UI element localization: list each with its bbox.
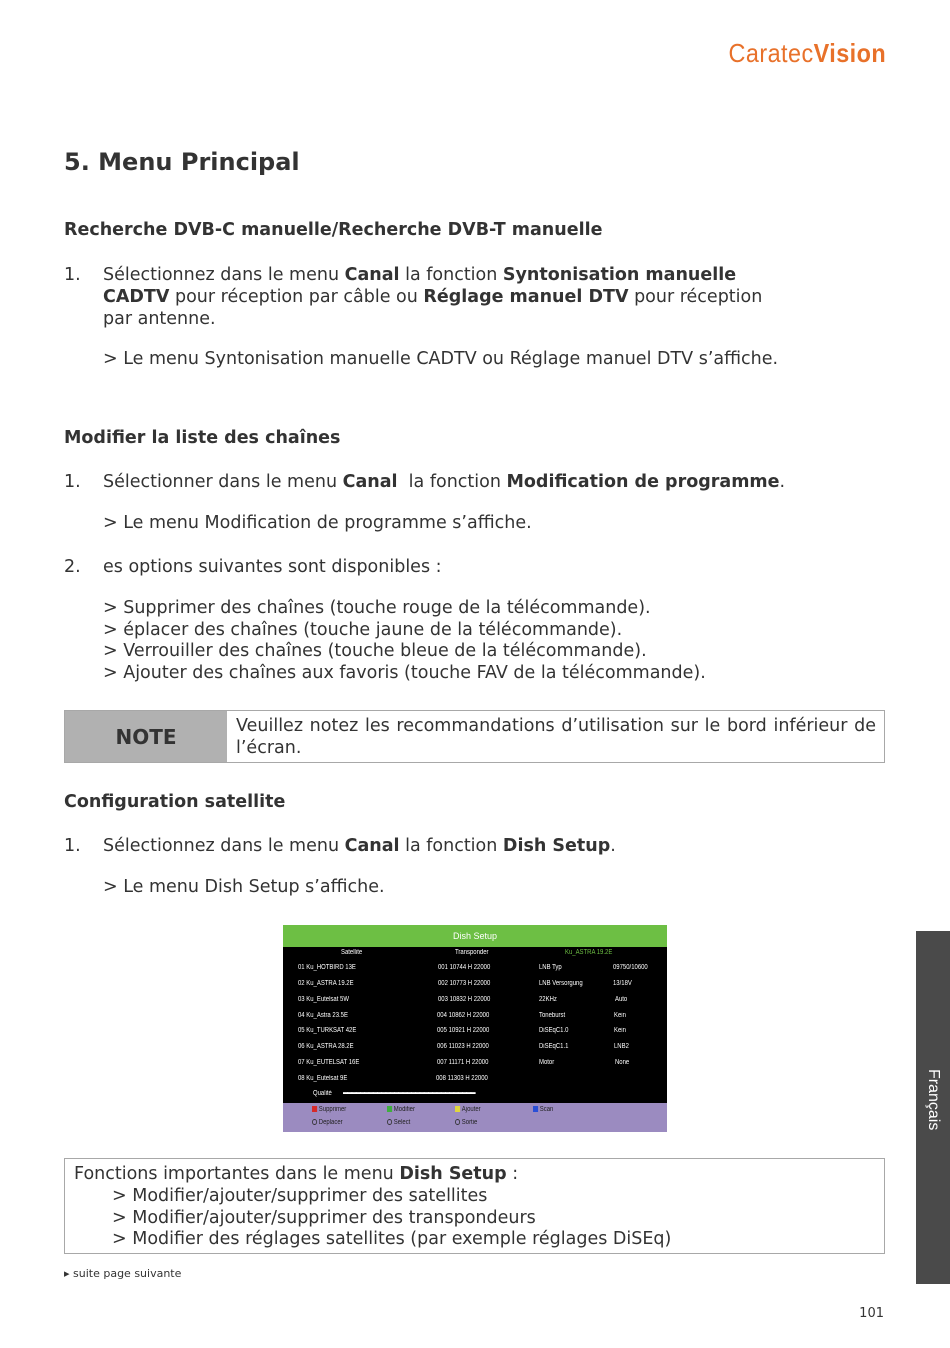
foot-scan [533, 1106, 553, 1113]
satellite-row: 06 Ku_ASTRA 28.2E [298, 1043, 354, 1050]
page-number: 101 [859, 1306, 884, 1321]
option-item: > éplacer des chaînes (touche jaune de la télécommande). [103, 620, 623, 640]
step-text [103, 471, 785, 493]
section-heading-dvb: Recherche DVB-C manuelle/Recherche DVB-T manuelle [64, 220, 603, 240]
text: la fonction [399, 836, 503, 856]
foot-move [312, 1119, 343, 1126]
text: la fonction [397, 472, 507, 492]
satellite-row: 05 Ku_TURKSAT 42E [298, 1027, 357, 1034]
note-label: NOTE [65, 711, 227, 762]
transponder-row: 008 11303 H 22000 [436, 1075, 488, 1082]
setting-value: Auto [615, 996, 628, 1003]
text: la fonction [399, 265, 503, 285]
continued-note: ▸ suite page suivante [64, 1267, 182, 1280]
foot-label: Modifier [393, 1106, 415, 1113]
function-item: > Modifier des réglages satellites (par exemple réglages DiSEq) [112, 1229, 672, 1249]
note-box [64, 710, 885, 763]
bold-text: Dish Setup [399, 1164, 507, 1184]
step-number: 2. [64, 557, 81, 577]
setting-value: None [615, 1059, 630, 1066]
tv-footer [283, 1103, 667, 1132]
language-tab [916, 931, 950, 1284]
transponder-row: 006 11023 H 22000 [437, 1043, 489, 1050]
text: . [779, 472, 786, 492]
step-result: > Le menu Modification de programme s’affiche. [103, 513, 532, 533]
setting-name: Motor [539, 1059, 555, 1066]
step-number: 1. [64, 265, 81, 285]
foot-label: Scan [539, 1106, 554, 1113]
arrows-icon [312, 1119, 317, 1125]
bold-text: Modification de programme [506, 472, 780, 492]
bold-text: Dish Setup [502, 836, 611, 856]
section-heading-satellite: Configuration satellite [64, 792, 286, 812]
option-item: > Verrouiller des chaînes (touche bleue de la télécommande). [103, 641, 647, 661]
foot-label: Select [393, 1119, 411, 1126]
exit-icon [455, 1119, 460, 1125]
selected-satellite: Ku_ASTRA 19.2E [565, 949, 613, 956]
transponder-row: 005 10921 H 22000 [437, 1027, 490, 1034]
transponder-row: 002 10773 H 22000 [438, 980, 491, 987]
setting-name: DiSEqC1.1 [539, 1043, 569, 1050]
step-text [103, 835, 616, 857]
function-item: > Modifier/ajouter/supprimer des transpondeurs [112, 1208, 536, 1228]
step-number: 1. [64, 472, 81, 492]
logo-part1: Caratec [728, 38, 814, 68]
page-title: 5. Menu Principal [64, 148, 300, 176]
text: Sélectionnez dans le menu [103, 836, 345, 856]
foot-select [387, 1119, 410, 1126]
dish-setup-screenshot [283, 925, 667, 1132]
note-text: Veuillez notez les recommandations d’utilisation sur le bord inférieur de l’écran. [236, 716, 876, 758]
bold-text: CADTV [103, 287, 170, 307]
blue-key-icon [533, 1106, 538, 1112]
foot-exit [455, 1119, 477, 1126]
text: : [506, 1164, 519, 1184]
logo-part2: Vision [813, 38, 886, 68]
col-satellite: Satellite [341, 949, 363, 956]
bold-text: Syntonisation manuelle [502, 265, 737, 285]
step-text-line1 [103, 264, 736, 286]
text: pour réception [628, 287, 763, 307]
quality-bar: ▬▬▬▬▬▬▬▬▬▬▬▬▬▬▬▬▬▬▬▬▬▬▬▬▬▬▬▬▬▬▬ [343, 1090, 475, 1096]
functions-intro [74, 1163, 518, 1185]
step-text-line2 [103, 286, 762, 308]
setting-value: 13/18V [613, 980, 632, 987]
setting-name: 22KHz [539, 996, 557, 1003]
bold-text: Réglage manuel DTV [423, 287, 629, 307]
language-label: Français [925, 1069, 942, 1131]
transponder-row: 001 10744 H 22000 [438, 964, 491, 971]
quality-label: Qualité [313, 1090, 332, 1097]
setting-name: DiSEqC1.0 [539, 1027, 569, 1034]
foot-edit [387, 1106, 415, 1113]
transponder-row: 003 10832 H 22000 [438, 996, 491, 1003]
setting-value: Kein [614, 1012, 626, 1019]
text: Sélectionner dans le menu [103, 472, 343, 492]
option-item: > Ajouter des chaînes aux favoris (touche FAV de la télécommande). [103, 663, 706, 683]
ok-icon [387, 1119, 392, 1125]
setting-name: LNB Versorgung [539, 980, 583, 987]
bold-text: Canal [344, 265, 400, 285]
satellite-row: 01 Ku_HOTBIRD 13E [298, 964, 356, 971]
step-number: 1. [64, 836, 81, 856]
foot-label: Sortie [461, 1119, 478, 1126]
foot-add [455, 1106, 481, 1113]
text: Fonctions importantes dans le menu [74, 1164, 400, 1184]
yellow-key-icon [455, 1106, 460, 1112]
transponder-row: 004 10862 H 22000 [437, 1012, 490, 1019]
step-result: > Le menu Syntonisation manuelle CADTV ou Réglage manuel DTV s’affiche. [103, 349, 779, 369]
col-transponder: Transponder [455, 949, 489, 956]
step-text-line3: par antenne. [103, 309, 216, 329]
bold-text: Canal [342, 472, 398, 492]
setting-value: Kein [614, 1027, 626, 1034]
satellite-row: 07 Ku_EUTELSAT 16E [298, 1059, 360, 1066]
setting-value: LNB2 [614, 1043, 629, 1050]
foot-delete [312, 1106, 346, 1113]
option-item: > Supprimer des chaînes (touche rouge de la télécommande). [103, 598, 651, 618]
setting-name: Toneburst [539, 1012, 566, 1019]
satellite-row: 04 Ku_Astra 23.5E [298, 1012, 348, 1019]
setting-value: 09750/10600 [613, 964, 648, 971]
section-heading-channel-list: Modifier la liste des chaînes [64, 428, 341, 448]
text: Sélectionnez dans le menu [103, 265, 345, 285]
setting-name: LNB Typ [539, 964, 562, 971]
foot-label: Ajouter [461, 1106, 481, 1113]
text: pour réception par câble ou [169, 287, 424, 307]
green-key-icon [387, 1106, 392, 1112]
step-result: > Le menu Dish Setup s’affiche. [103, 877, 385, 897]
step-text: es options suivantes sont disponibles : [103, 557, 442, 577]
foot-label: Deplacer [318, 1119, 343, 1126]
function-item: > Modifier/ajouter/supprimer des satellites [112, 1186, 488, 1206]
satellite-row: 02 Ku_ASTRA 19.2E [298, 980, 354, 987]
transponder-row: 007 11171 H 22000 [437, 1059, 489, 1066]
foot-label: Supprimer [318, 1106, 347, 1113]
text: . [610, 836, 616, 856]
satellite-row: 03 Ku_Eutelsat 5W [298, 996, 349, 1003]
satellite-row: 08 Ku_Eutelsat 9E [298, 1075, 348, 1082]
tv-title: Dish Setup [283, 925, 667, 947]
bold-text: Canal [344, 836, 400, 856]
red-key-icon [312, 1106, 317, 1112]
brand-logo [728, 38, 886, 69]
